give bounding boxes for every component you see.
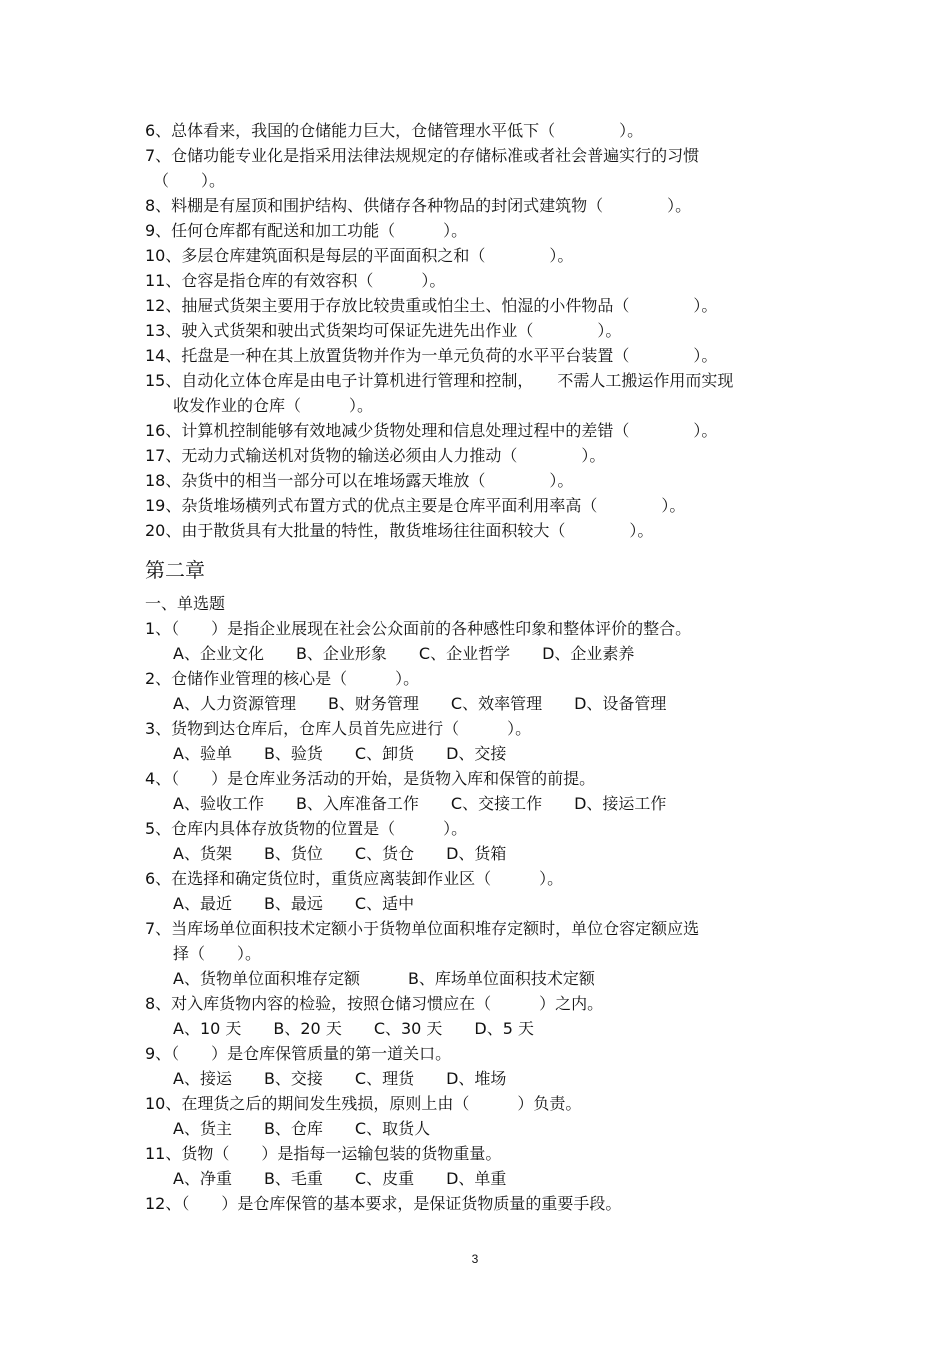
multiple-choice-questions [145, 616, 825, 1216]
mc-options-3: A、验单 B、验货 C、卸货 D、交接 [173, 744, 507, 763]
mc-options-7: A、货物单位面积堆存定额 B、库场单位面积技术定额 [173, 969, 595, 988]
mc-options-6: A、最近 B、最远 C、适中 [173, 894, 415, 913]
question-14: 14、托盘是一种在其上放置货物并作为一单元负荷的水平平台装置（ ）。 [145, 346, 718, 365]
question-7-continuation: （ ）。 [153, 171, 226, 190]
page-content [145, 118, 825, 1216]
question-19: 19、杂货堆场横列式布置方式的优点主要是仓库平面利用率高（ ）。 [145, 496, 686, 515]
question-7: 7、仓储功能专业化是指采用法律法规规定的存储标准或者社会普遍实行的习惯 [145, 146, 700, 165]
question-15: 15、自动化立体仓库是由电子计算机进行管理和控制， 不需人工搬运作用而实现 [145, 371, 734, 390]
question-6: 6、总体看来，我国的仓储能力巨大，仓储管理水平低下（ ）。 [145, 121, 644, 140]
mc-options-11: A、净重 B、毛重 C、皮重 D、单重 [173, 1169, 507, 1188]
question-10: 10、多层仓库建筑面积是每层的平面面积之和（ ）。 [145, 246, 574, 265]
question-17: 17、无动力式输送机对货物的输送必须由人力推动（ ）。 [145, 446, 606, 465]
question-20: 20、由于散货具有大批量的特性，散货堆场往往面积较大（ ）。 [145, 521, 654, 540]
mc-question-4: 4、（ ）是仓库业务活动的开始，是货物入库和保管的前提。 [145, 769, 596, 788]
mc-options-10: A、货主 B、仓库 C、取货人 [173, 1119, 431, 1138]
mc-question-1: 1、（ ）是指企业展现在社会公众面前的各种感性印象和整体评价的整合。 [145, 619, 692, 638]
mc-question-12: 12、（ ）是仓库保管的基本要求，是保证货物质量的重要手段。 [145, 1194, 622, 1213]
mc-question-2: 2、仓储作业管理的核心是（ ）。 [145, 669, 420, 688]
chapter-title: 第二章 [145, 558, 205, 582]
mc-options-1: A、企业文化 B、企业形象 C、企业哲学 D、企业素养 [173, 644, 635, 663]
question-8: 8、料棚是有屋顶和围护结构、供储存各种物品的封闭式建筑物（ ）。 [145, 196, 692, 215]
section-title: 一、单选题 [145, 594, 226, 613]
question-11: 11、仓容是指仓库的有效容积（ ）。 [145, 271, 446, 290]
mc-question-6: 6、在选择和确定货位时，重货应离装卸作业区（ ）。 [145, 869, 564, 888]
mc-question-7: 7、当库场单位面积技术定额小于货物单位面积堆存定额时，单位仓容定额应选 [145, 919, 700, 938]
mc-question-10: 10、在理货之后的期间发生残损，原则上由（ ）负责。 [145, 1094, 582, 1113]
mc-options-9: A、接运 B、交接 C、理货 D、堆场 [173, 1069, 507, 1088]
mc-question-9: 9、（ ）是仓库保管质量的第一道关口。 [145, 1044, 452, 1063]
question-18: 18、杂货中的相当一部分可以在堆场露天堆放（ ）。 [145, 471, 574, 490]
mc-options-8: A、10 天 B、20 天 C、30 天 D、5 天 [173, 1019, 535, 1038]
mc-question-3: 3、货物到达仓库后，仓库人员首先应进行（ ）。 [145, 719, 532, 738]
mc-question-7-continuation: 择（ ）。 [173, 944, 262, 963]
question-16: 16、计算机控制能够有效地减少货物处理和信息处理过程中的差错（ ）。 [145, 421, 718, 440]
true-false-questions [145, 118, 825, 543]
mc-options-4: A、验收工作 B、入库准备工作 C、交接工作 D、接运工作 [173, 794, 667, 813]
mc-question-11: 11、货物（ ）是指每一运输包装的货物重量。 [145, 1144, 502, 1163]
mc-options-5: A、货架 B、货位 C、货仓 D、货箱 [173, 844, 507, 863]
mc-question-5: 5、仓库内具体存放货物的位置是（ ）。 [145, 819, 468, 838]
question-13: 13、驶入式货架和驶出式货架均可保证先进先出作业（ ）。 [145, 321, 622, 340]
question-15-continuation: 收发作业的仓库（ ）。 [173, 396, 374, 415]
question-9: 9、任何仓库都有配送和加工功能（ ）。 [145, 221, 468, 240]
page-number: 3 [471, 1252, 479, 1266]
question-12: 12、抽屉式货架主要用于存放比较贵重或怕尘土、怕湿的小件物品（ ）。 [145, 296, 718, 315]
mc-question-8: 8、对入库货物内容的检验，按照仓储习惯应在（ ）之内。 [145, 994, 604, 1013]
mc-options-2: A、人力资源管理 B、财务管理 C、效率管理 D、设备管理 [173, 694, 667, 713]
